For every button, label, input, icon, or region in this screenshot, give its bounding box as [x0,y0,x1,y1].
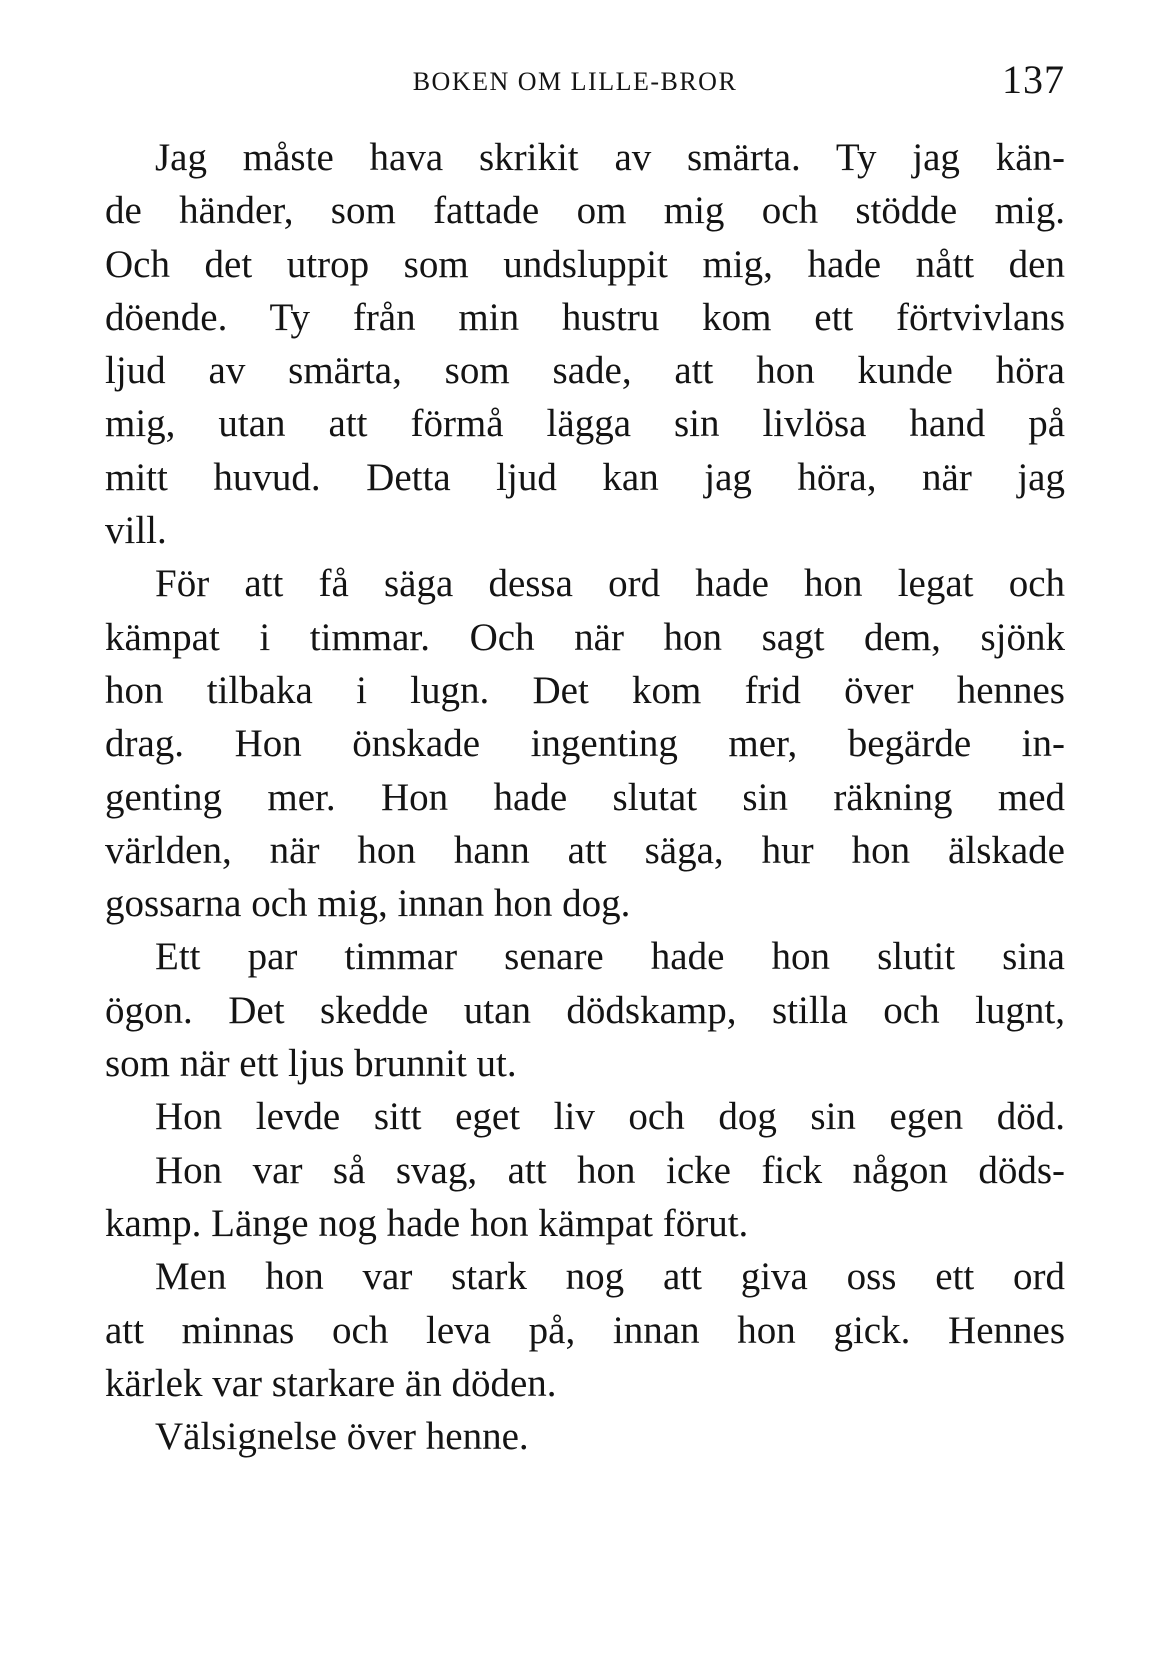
running-head [105,57,1065,102]
body-text [105,131,1065,1463]
text-line: Välsignelse över henne. [155,1415,529,1459]
text-line: kämpat i timmar. Och när hon sagt dem, sjönk [105,615,1065,659]
text-line: de händer, som fattade om mig och stödde mig. [105,189,1065,233]
text-line: Och det utrop som undsluppit mig, hade nått den [105,242,1065,286]
page-number: 137 [1002,57,1065,102]
text-line: att minnas och leva på, innan hon gick. Hennes [105,1308,1065,1352]
text-line: gossarna och mig, innan hon dog. [105,882,631,926]
text-line: Hon levde sitt eget liv och dog sin egen död. [155,1095,1065,1139]
text-line: kamp. Länge nog hade hon kämpat förut. [105,1201,749,1245]
text-line: kärlek var starkare än döden. [105,1361,557,1405]
text-line: ljud av smärta, som sade, att hon kunde höra [105,349,1065,393]
text-line: Men hon var stark nog att giva oss ett ord [155,1255,1065,1299]
text-line: hon tilbaka i lugn. Det kom frid över hennes [105,668,1065,712]
text-line: ögon. Det skedde utan dödskamp, stilla och lugnt, [105,988,1065,1032]
text-line: döende. Ty från min hustru kom ett förtvivlans [105,295,1065,339]
text-line: Ett par timmar senare hade hon slutit sina [155,935,1065,979]
running-title: BOKEN OM LILLE-BROR [412,67,738,96]
text-line: mig, utan att förmå lägga sin livlösa hand på [105,402,1065,446]
text-line: Hon var så svag, att hon icke fick någon döds- [155,1148,1065,1192]
text-line: vill. [105,509,167,553]
text-line: För att få säga dessa ord hade hon legat och [155,562,1065,606]
text-line: som när ett ljus brunnit ut. [105,1042,517,1086]
text-line: världen, när hon hann att säga, hur hon älskade [105,828,1065,872]
text-line: Jag måste hava skrikit av smärta. Ty jag kän- [155,136,1065,179]
text-line: mitt huvud. Detta ljud kan jag höra, när jag [105,455,1065,499]
text-line: drag. Hon önskade ingenting mer, begärde in- [105,722,1065,766]
text-line: genting mer. Hon hade slutat sin räkning med [105,775,1065,819]
